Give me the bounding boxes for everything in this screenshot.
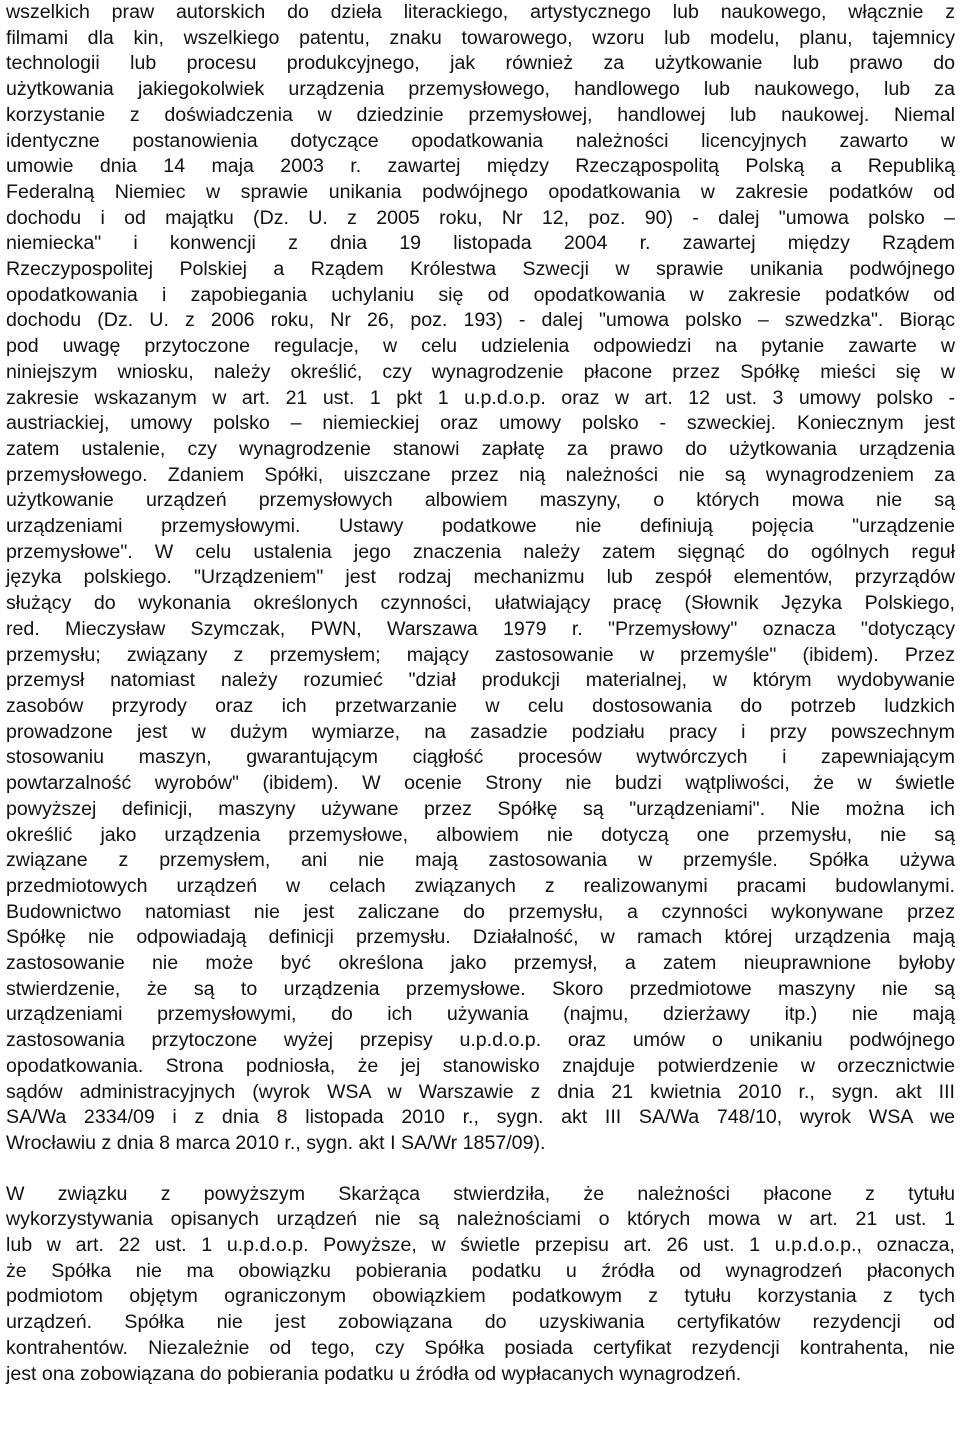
text-line: urządzeniami przemysłowymi. Ustawy podatkowe nie definiują pojęcia "urządzenie [6, 515, 955, 538]
text-line: austriackiej, umowy polsko – niemieckiej oraz umowy polsko - szweckiej. Koniecznym jest [6, 412, 955, 435]
text-line: związane z przemysłem, ani nie mają zastosowania w przemyśle. Spółka używa [6, 849, 955, 872]
text-line: opodatkowania. Strona podniosła, że jej stanowisko znajduje potwierdzenie w orzecznictwie [6, 1054, 955, 1077]
text-line: Rzeczypospolitej Polskiej a Rządem Królestwa Szwecji w sprawie unikania podwójnego [6, 258, 955, 281]
text-line: niniejszym wniosku, należy określić, czy wynagrodzenie płacone przez Spółkę mieści się w [6, 360, 955, 383]
text-line: zakresie wskazanym w art. 21 ust. 1 pkt 1 u.p.d.o.p. oraz w art. 12 ust. 3 umowy polsko - [6, 386, 955, 409]
text-line: zatem ustalenie, czy wynagrodzenie stanowi zapłatę za prawo do użytkowania urządzenia [6, 437, 955, 460]
text-line: SA/Wa 2334/09 i z dnia 8 listopada 2010 r., sygn. akt III SA/Wa 748/10, wyrok WSA we [6, 1106, 955, 1129]
paragraph-2 [6, 1182, 955, 1388]
text-line: opodatkowania i zapobiegania uchylaniu się od opodatkowania w zakresie podatków od [6, 283, 955, 306]
text-line: języka polskiego. "Urządzeniem" jest rodzaj mechanizmu lub zespół elementów, przyrządów [6, 566, 955, 589]
text-line: lub w art. 22 ust. 1 u.p.d.o.p. Powyższe, w świetle przepisu art. 26 ust. 1 u.p.d.o.p., oznacza, [6, 1234, 955, 1257]
text-line: zasobów przyrody oraz ich przetwarzanie w celu dostosowania do potrzeb ludzkich [6, 694, 955, 717]
text-line: filmami dla kin, wszelkiego patentu, znaku towarowego, wzoru lub modelu, planu, tajemnicy [6, 26, 955, 49]
text-line: Wrocławiu z dnia 8 marca 2010 r., sygn. akt I SA/Wr 1857/09). [6, 1131, 546, 1154]
text-line: pod uwagę przytoczone regulacje, w celu udzielenia odpowiedzi na pytanie zawarte w [6, 335, 955, 358]
paragraph-1 [6, 0, 955, 1157]
text-line: powyższej definicji, maszyny używane przez Spółkę są "urządzeniami". Nie można ich [6, 797, 955, 820]
text-line: przemysłowego. Zdaniem Spółki, uiszczane przez nią należności nie są wynagrodzeniem za [6, 463, 955, 486]
text-line: W związku z powyższym Skarżąca stwierdziła, że należności płacone z tytułu [6, 1182, 955, 1205]
text-line: służący do wykonania określonych czynności, ułatwiający pracę (Słownik Języka Polskiego, [6, 592, 955, 615]
text-line: technologii lub procesu produkcyjnego, jak również za użytkowanie lub prawo do [6, 52, 955, 75]
text-line: prowadzone jest w dużym wymiarze, na zasadzie podziału pracy i przy powszechnym [6, 720, 955, 743]
text-line: korzystanie z doświadczenia w dziedzinie przemysłowej, handlowej lub naukowej. Niemal [6, 103, 955, 126]
text-line: urządzeniami przemysłowymi, do ich używania (najmu, dzierżawy itp.) nie mają [6, 1003, 955, 1026]
text-line: że Spółka nie ma obowiązku pobierania podatku u źródła od wynagrodzeń płaconych [6, 1259, 955, 1282]
text-line: stosowaniu maszyn, gwarantującym ciągłość procesów wytwórczych i zapewniającym [6, 746, 955, 769]
text-line: przedmiotowych urządzeń w celach związanych z realizowanymi pracami budowlanymi. [6, 874, 955, 897]
text-line: jest ona zobowiązana do pobierania podatku u źródła od wypłacanych wynagrodzeń. [6, 1362, 742, 1385]
text-line: red. Mieczysław Szymczak, PWN, Warszawa 1979 r. "Przemysłowy" oznacza "dotyczący [6, 617, 955, 640]
document-page [6, 0, 955, 1387]
text-line: zastosowanie nie może być określona jako przemysł, a zatem nieuprawnione byłoby [6, 952, 955, 975]
text-line: przemysł natomiast należy rozumieć "dział produkcji materialnej, w którym wydobywanie [6, 669, 955, 692]
text-line: niemiecka" i konwencji z dnia 19 listopada 2004 r. zawartej między Rządem [6, 232, 955, 255]
text-line: zastosowania przytoczone wyżej przepisy u.p.d.o.p. oraz umów o unikaniu podwójnego [6, 1029, 955, 1052]
text-line: wszelkich praw autorskich do dzieła literackiego, artystycznego lub naukowego, włącznie z [6, 1, 955, 23]
text-line: dochodu i od majątku (Dz. U. z 2005 roku, Nr 12, poz. 90) - dalej "umowa polsko – [6, 206, 955, 229]
text-line: użytkowanie urządzeń przemysłowych albowiem maszyny, o których mowa nie są [6, 489, 955, 512]
text-line: umowie dnia 14 maja 2003 r. zawartej między Rzecząpospolitą Polską a Republiką [6, 155, 955, 178]
text-line: urządzeń. Spółka nie jest zobowiązana do uzyskiwania certyfikatów rezydencji od [6, 1311, 955, 1334]
text-line: Budownictwo natomiast nie jest zaliczane do przemysłu, a czynności wykonywane przez [6, 900, 955, 923]
text-line: dochodu (Dz. U. z 2006 roku, Nr 26, poz. 193) - dalej "umowa polsko – szwedzka". Biorąc [6, 309, 955, 332]
text-line: przemysłowe". W celu ustalenia jego znaczenia należy zatem sięgnąć do ogólnych reguł [6, 540, 955, 563]
text-line: określić jako urządzenia przemysłowe, albowiem nie dotyczą one przemysłu, nie są [6, 823, 955, 846]
text-line: kontrahentów. Niezależnie od tego, czy Spółka posiada certyfikat rezydencji kontrahenta, nie [6, 1336, 955, 1359]
text-line: wykorzystywania opisanych urządzeń nie są należnościami o których mowa w art. 21 ust. 1 [6, 1208, 955, 1231]
text-line: użytkowania jakiegokolwiek urządzenia przemysłowego, handlowego lub naukowego, lub za [6, 78, 955, 101]
text-line: przemysłu; związany z przemysłem; mający zastosowanie w przemyśle" (ibidem). Przez [6, 643, 955, 666]
text-line: Spółkę nie odpowiadają definicji przemysłu. Działalność, w ramach której urządzenia mają [6, 926, 955, 949]
text-line: sądów administracyjnych (wyrok WSA w Warszawie z dnia 21 kwietnia 2010 r., sygn. akt III [6, 1080, 955, 1103]
text-line: podmiotom objętym ograniczonym obowiązkiem podatkowym z tytułu korzystania z tych [6, 1285, 955, 1308]
text-line: Federalną Niemiec w sprawie unikania podwójnego opodatkowania w zakresie podatków od [6, 180, 955, 203]
text-line: powtarzalność wyrobów" (ibidem). W ocenie Strony nie budzi wątpliwości, że w świetle [6, 772, 955, 795]
text-line: stwierdzenie, że są to urządzenia przemysłowe. Skoro przedmiotowe maszyny nie są [6, 977, 955, 1000]
text-line: identyczne postanowienia dotyczące opodatkowania należności licencyjnych zawarto w [6, 129, 955, 152]
